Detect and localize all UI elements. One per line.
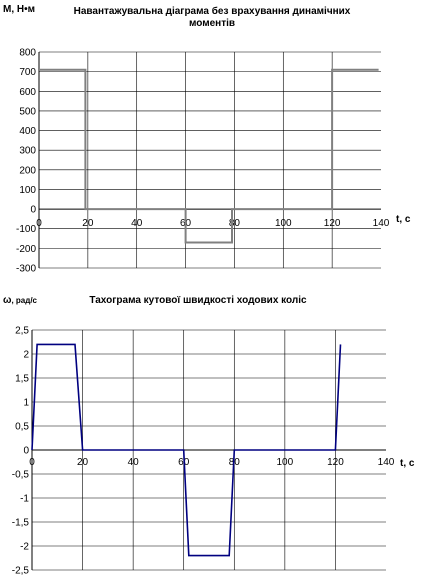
chart2-x-tick-label: 20 [77, 457, 89, 468]
chart2-y-tick-label: 2,5 [15, 325, 29, 337]
chart2-x-axis-label: t, с [400, 458, 415, 469]
chart2-y-axis-symbol: ω [3, 295, 12, 306]
chart2-y-axis-unit: , рад/с [11, 296, 37, 305]
chart1-x-tick-label: 40 [131, 218, 143, 229]
chart2-y-tick-label: -0,5 [11, 469, 29, 481]
chart2-x-tick-label: 100 [276, 457, 294, 468]
chart2-x-tick-label: 140 [377, 457, 395, 468]
chart1-x-tick-label: 20 [82, 218, 94, 229]
chart2-y-tick-label: -2 [20, 541, 29, 553]
chart1-x-tick-label: 140 [372, 218, 390, 229]
chart2-y-tick-label: -2,5 [11, 565, 29, 576]
chart1-series [39, 70, 379, 243]
chart1-x-tick-label: 0 [36, 218, 42, 229]
chart2-x-tick-label: 0 [29, 457, 35, 468]
chart2-y-tick-label: 0,5 [15, 421, 29, 433]
chart1-gridlines [39, 52, 381, 268]
chart2-x-tick-label: 120 [327, 457, 344, 468]
load-diagram-chart [3, 4, 411, 275]
chart2-y-tick-label: -1 [20, 493, 29, 505]
chart1-y-tick-label: 500 [19, 106, 36, 118]
chart2-x-tick-label: 40 [127, 457, 139, 468]
chart2-y-tick-label: 2 [23, 349, 29, 361]
chart2-y-tick-label: -1,5 [11, 517, 29, 529]
chart2-x-tick-label: 80 [228, 457, 240, 468]
chart1-y-tick-label: 100 [19, 184, 36, 196]
chart2-tick-labels [12, 326, 395, 576]
chart1-y-tick-label: 200 [19, 165, 36, 177]
chart1-x-tick-label: 100 [274, 218, 292, 229]
chart1-x-tick-label: 60 [180, 218, 192, 229]
chart1-x-tick-label: 120 [323, 218, 341, 229]
chart1-y-tick-label: 400 [19, 126, 36, 138]
chart2-x-tick-label: 60 [178, 457, 190, 468]
chart1-title-line1: Навантажувальна діаграма без врахування динамічних [73, 6, 351, 17]
chart2-y-axis-label [3, 295, 38, 306]
chart1-y-axis-label: М, Н•м [3, 4, 36, 15]
chart1-x-tick-label: 80 [228, 218, 240, 229]
tachogram-chart [3, 295, 415, 576]
chart1-y-tick-label: 600 [19, 86, 36, 98]
chart1-y-tick-label: -100 [15, 224, 36, 236]
chart1-title-line2: моментів [188, 18, 236, 29]
chart1-x-axis-label: t, с [396, 214, 411, 225]
chart1-y-tick-label: 700 [19, 67, 36, 79]
chart1-y-tick-label: -300 [15, 263, 36, 275]
chart2-y-tick-label: 1 [23, 397, 29, 409]
chart2-y-tick-label: 0 [23, 445, 29, 457]
chart1-y-tick-label: -200 [15, 243, 36, 255]
chart1-y-tick-label: 0 [30, 204, 36, 216]
chart1-y-tick-label: 300 [19, 145, 36, 157]
chart2-y-tick-label: 1,5 [15, 373, 29, 385]
chart1-series-line [39, 70, 379, 243]
chart1-tick-labels [16, 48, 390, 275]
chart1-y-tick-label: 800 [19, 47, 36, 59]
chart2-title: Тахограма кутової швидкості ходових коліс [89, 295, 307, 306]
